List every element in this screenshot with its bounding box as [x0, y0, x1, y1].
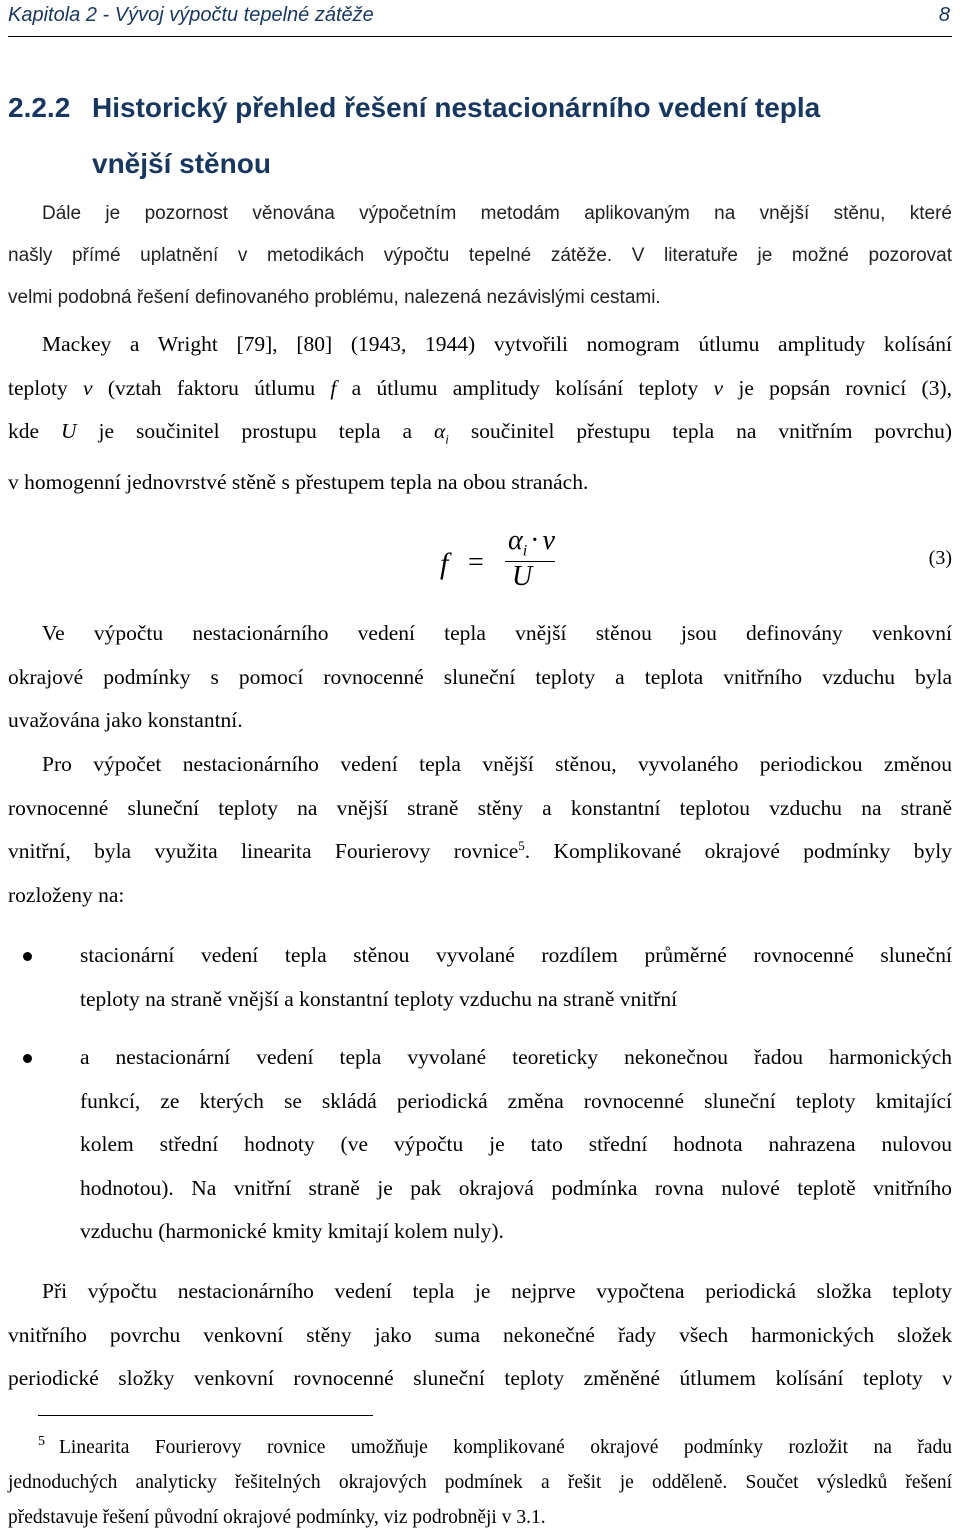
text-line: teploty ν (vztah faktoru útlumu f a útlumu amplitudy kolísání teploty ν je popsán rovnicí (3), [8, 375, 952, 400]
section-title-line1: Historický přehled řešení nestacionárního vedení tepla [92, 92, 821, 123]
text-line: velmi podobná řešení definovaného problému, nalezená nezávislými cestami. [8, 287, 661, 308]
text-line: Mackey a Wright [79], [80] (1943, 1944) vytvořili nomogram útlumu amplitudy kolísání [42, 332, 952, 356]
text-line: kde U je součinitel prostupu tepla a $\alpha_i$ součinitel přestupu tepla na vnitřním povrchu) [8, 419, 952, 447]
text-line: v homogenní jednovrstvé stěně s přestupem tepla na obou stranách. [8, 469, 589, 494]
text-line: $^5$ Linearita Fourierovy rovnice umožňuje komplikované okrajové podmínky rozložit na řadu [38, 1434, 952, 1458]
footnote-reference: 5 [518, 838, 525, 853]
equation-3 [0, 525, 960, 595]
equation-label: (3) [928, 547, 952, 569]
text-line: stacionární vedení tepla stěnou vyvolané rozdílem průměrné rovnocenné sluneční [80, 943, 952, 967]
paragraph-boundary-conditions [8, 612, 952, 743]
list-item [8, 934, 952, 1021]
list-item [8, 1036, 952, 1254]
equation-denominator: U [512, 561, 533, 592]
section-title-line2: vnější stěnou [92, 148, 271, 179]
text-line: rovnocenné sluneční teploty na vnější straně stěny a konstantní teplotou vzduchu na straně [8, 795, 952, 820]
chapter-title: Kapitola 2 - Vývoj výpočtu tepelné zátěže [8, 4, 374, 26]
text-line: hodnotou). Na vnitřní straně je pak okrajová podmínka rovna nulové teplotě vnitřního [80, 1175, 952, 1200]
paragraph-periodic-component [8, 1270, 952, 1401]
text-line: okrajové podmínky s pomocí rovnocenné sluneční teploty a teplota vnitřního vzduchu byla [8, 664, 952, 689]
equation-numerator: $\alpha_i \cdot \nu$ [508, 525, 555, 560]
paragraph-fourier [8, 743, 952, 917]
footnote-mark: 5 [38, 1434, 45, 1449]
bullet-icon [23, 952, 32, 961]
intro-paragraph [8, 193, 952, 319]
running-header [8, 2, 952, 37]
text-line: periodické složky venkovní rovnocenné sluneční teploty změněné útlumem kolísání teploty ν [8, 1366, 952, 1390]
paragraph-mackey-wright [8, 323, 952, 504]
text-line: jednoduchých analyticky řešitelných okrajových podmínek a řešit je odděleně. Součet výsledků řešení [8, 1472, 952, 1493]
footnote-divider [38, 1415, 373, 1416]
bullet-icon [23, 1054, 32, 1063]
page-number: 8 [938, 4, 950, 26]
text-line: Při výpočtu nestacionárního vedení tepla je nejprve vypočtena periodická složka teploty [42, 1279, 952, 1303]
section-heading [8, 80, 948, 192]
equation-equals: = [468, 547, 484, 578]
section-number: 2.2.2 [8, 92, 71, 123]
text-line: představuje řešení původní okrajové podmínky, viz podrobněji v 3.1. [8, 1507, 546, 1528]
footnote [8, 1424, 952, 1535]
text-line: kolem střední hodnoty (ve výpočtu je tato střední hodnota nahrazena nulovou [80, 1132, 952, 1156]
text-line: rozloženy na: [8, 882, 125, 907]
text-line: vnitřní, byla využita linearita Fourierovy rovnice$^5$. Komplikované okrajové podmínky byly [8, 838, 953, 863]
text-line: uvažována jako konstantní. [8, 708, 243, 732]
text-line: vzduchu (harmonické kmity kmitají kolem nuly). [80, 1219, 504, 1243]
text-line: našly přímé uplatnění v metodikách výpočtu tepelné zátěže. V literatuře je možné pozorovat [8, 245, 952, 266]
text-line: Dále je pozornost věnována výpočetním metodám aplikovaným na vnější stěnu, které [42, 203, 952, 224]
text-line: vnitřního povrchu venkovní stěny jako suma nekonečné řady všech harmonických složek [8, 1322, 952, 1347]
equation-lhs: f [440, 547, 449, 580]
text-line: funkcí, ze kterých se skládá periodická změna rovnocenné sluneční teploty kmitající [80, 1088, 952, 1113]
text-line: Ve výpočtu nestacionárního vedení tepla vnější stěnou jsou definovány venkovní [42, 621, 952, 645]
text-line: teploty na straně vnější a konstantní teploty vzduchu na straně vnitřní [80, 986, 678, 1011]
text-line: Pro výpočet nestacionárního vedení tepla vnější stěnou, vyvolaného periodickou změnou [42, 752, 952, 776]
text-line: a nestacionární vedení tepla vyvolané teoreticky nekonečnou řadou harmonických [80, 1045, 952, 1069]
